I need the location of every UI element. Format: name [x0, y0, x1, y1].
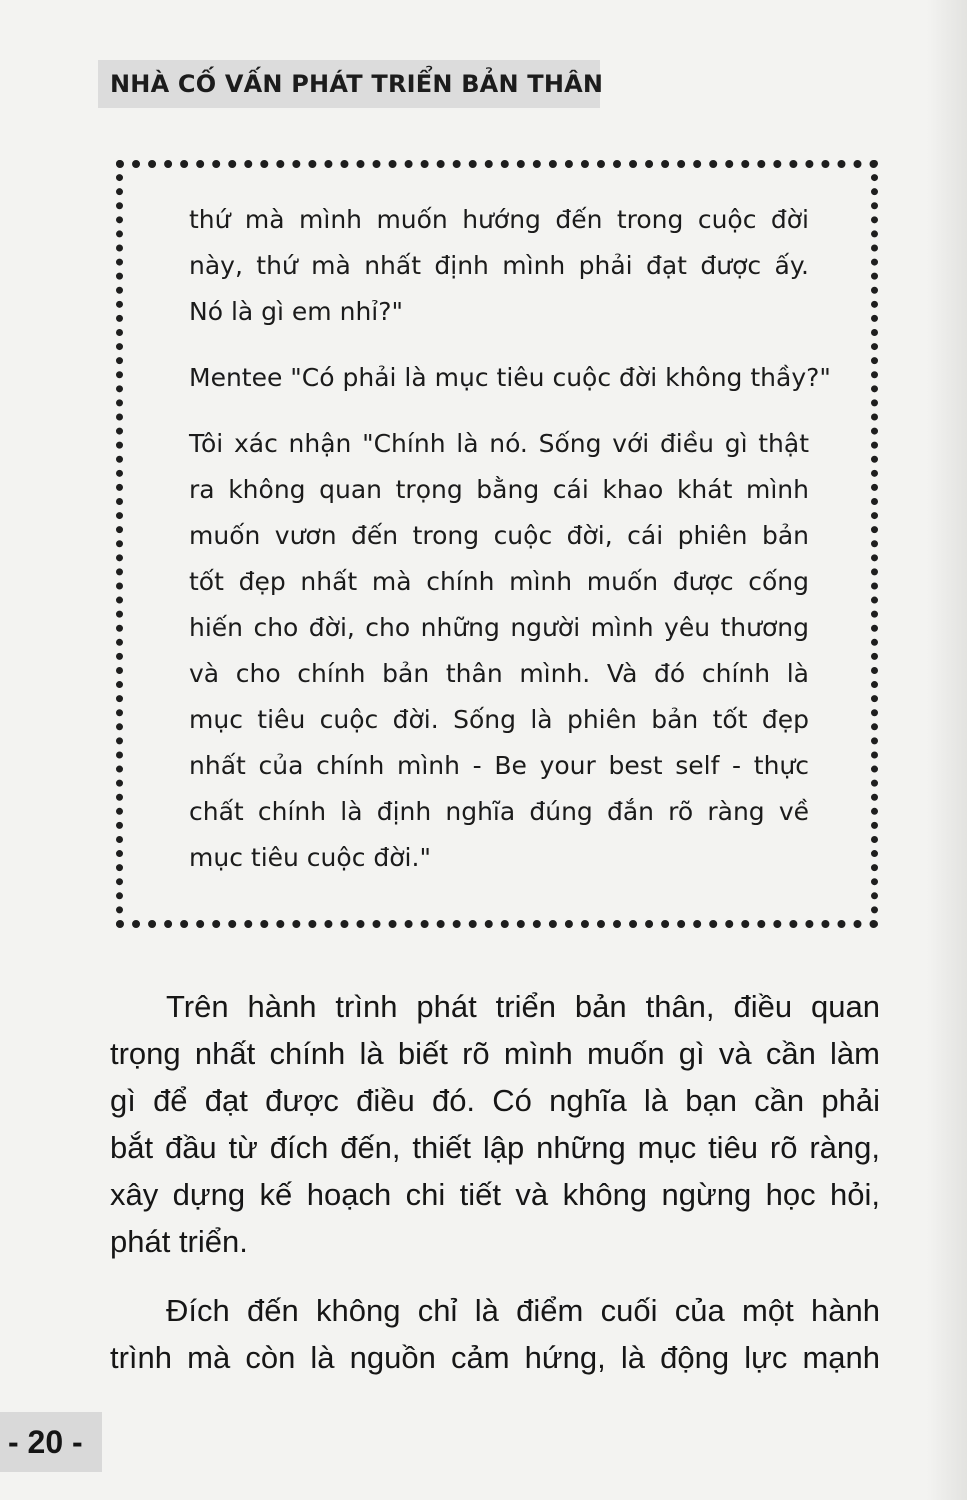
quote-paragraph — [189, 355, 831, 401]
quote-paragraph — [189, 421, 809, 881]
quote-paragraph — [189, 197, 809, 335]
text-line: Trên hành trình phát triển bản thân, điều quan — [166, 989, 880, 1024]
quote-text — [189, 197, 831, 881]
text-line: chất chính là định nghĩa đúng đắn rõ ràng về — [189, 797, 809, 826]
text-line: trọng nhất chính là biết rõ mình muốn gì và cần làm — [110, 1036, 880, 1071]
text-line: phát triển. — [110, 1224, 248, 1259]
body-text — [110, 983, 880, 1381]
text-line: muốn vươn đến trong cuộc đời, cái phiên bản — [189, 521, 809, 550]
text-line: bắt đầu từ đích đến, thiết lập những mục tiêu rõ ràng, — [110, 1130, 880, 1165]
text-line: mục tiêu cuộc đời. Sống là phiên bản tốt đẹp — [189, 705, 809, 734]
page-number: - 20 - — [0, 1412, 102, 1472]
body-paragraph — [110, 1287, 880, 1381]
page-edge-shadow — [927, 0, 967, 1500]
body-paragraph — [110, 983, 880, 1265]
text-line: nhất của chính mình - Be your best self - thực — [189, 751, 809, 780]
text-line: mục tiêu cuộc đời." — [189, 843, 431, 872]
text-line: và cho chính bản thân mình. Và đó chính là — [189, 659, 809, 688]
text-line: này, thứ mà nhất định mình phải đạt được ấy. — [189, 251, 809, 280]
text-line: tốt đẹp nhất mà chính mình muốn được cống — [189, 567, 809, 596]
quote-box — [116, 160, 878, 928]
text-line: Nó là gì em nhỉ?" — [189, 297, 404, 326]
text-line: Mentee "Có phải là mục tiêu cuộc đời không thầy?" — [189, 363, 831, 392]
text-line: thứ mà mình muốn hướng đến trong cuộc đời — [189, 205, 809, 234]
running-header: NHÀ CỐ VẤN PHÁT TRIỂN BẢN THÂN — [98, 60, 600, 108]
text-line: Tôi xác nhận "Chính là nó. Sống với điều gì thật — [189, 429, 809, 458]
text-line: gì để đạt được điều đó. Có nghĩa là bạn cần phải — [110, 1083, 880, 1118]
text-line: xây dựng kế hoạch chi tiết và không ngừng học hỏi, — [110, 1177, 880, 1212]
text-line: hiến cho đời, cho những người mình yêu thương — [189, 613, 809, 642]
text-line: trình mà còn là nguồn cảm hứng, là động lực mạnh — [110, 1340, 880, 1375]
text-line: ra không quan trọng bằng cái khao khát mình — [189, 475, 809, 504]
text-line: Đích đến không chỉ là điểm cuối của một hành — [166, 1293, 880, 1328]
